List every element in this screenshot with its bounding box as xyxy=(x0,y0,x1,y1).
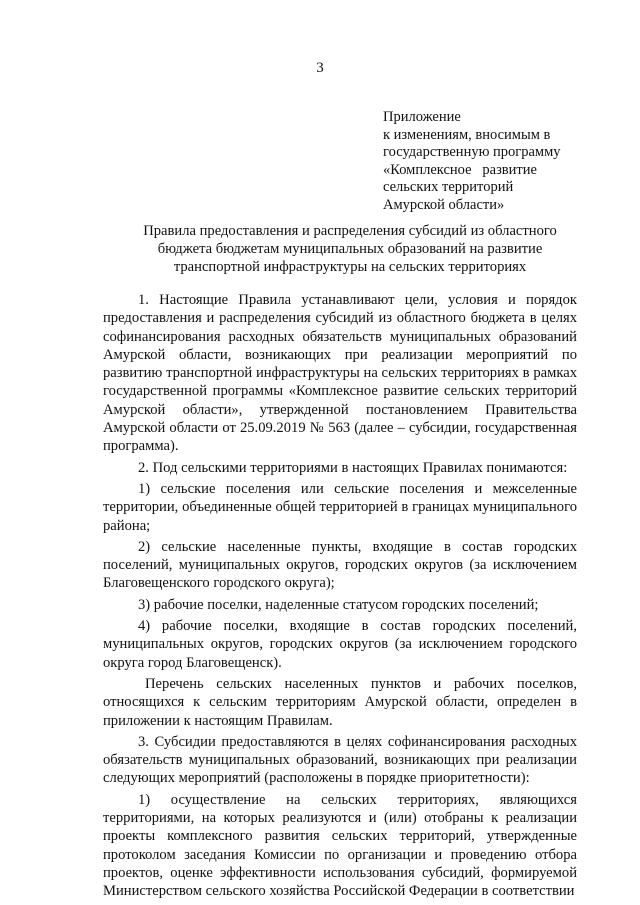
paragraph-2-item-3: 3) рабочие поселки, наделенные статусом городских поселений; xyxy=(138,596,539,613)
paragraph-3: 3. Субсидии предоставляются в целях софинансирования расходных обязательств муниципальных образований, возникающих при реализации следующих мероприятий (расположены в порядке приоритетности): xyxy=(103,733,577,787)
appendix-line: Приложение xyxy=(383,109,461,125)
document-body xyxy=(103,291,577,904)
appendix-line: к изменениям, вносимым в xyxy=(383,126,551,143)
appendix-line: государственную программу xyxy=(383,144,561,161)
paragraph-1: 1. Настоящие Правила устанавливают цели, условия и порядок предоставления и распределения субсидий из областного бюджета в целях софинансирования расходных обязательств муниципальных образований Амурской области, возникающих при реализации мероприятий по развитию транспортной инфраструктуры на сельских территориях в рамках государственной программы «Комплексное развитие сельских территорий Амурской области», утвержденной постановлением Правительства Амурской области от 25.09.2019 № 563 (далее – субсидии, государственная программа). xyxy=(103,292,577,455)
paragraph-3-item-1: 1) осуществление на сельских территориях, являющихся территориями, на которых реализуются и (или) отобраны к реализации проекты комплексного развития сельских территорий, утвержденные протоколом заседания Комиссии по организации и проведению отбора проектов, оценке эффективности использования субсидий, формируемой Министерством сельского хозяйства Российской Федерации в соответствии xyxy=(103,791,577,900)
paragraph-2-note: Перечень сельских населенных пунктов и рабочих поселков, относящихся к сельским территориям Амурской области, определен в приложении к настоящим Правилам. xyxy=(103,675,577,729)
document-title xyxy=(100,222,600,276)
appendix-line: «Комплексное развитие xyxy=(383,161,537,178)
paragraph-2-item-2: 2) сельские населенные пункты, входящие в состав городских поселений, муниципальных округов, городских округов (за исключением Благовещенского городского округа); xyxy=(103,538,577,592)
title-line: Правила предоставления и распределения субсидий из областного xyxy=(143,223,557,239)
appendix-line: сельских территорий xyxy=(383,179,514,196)
appendix-line: Амурской области» xyxy=(383,196,505,213)
title-line: транспортной инфраструктуры на сельских территориях xyxy=(173,259,527,275)
title-line: бюджета бюджетам муниципальных образований на развитие xyxy=(157,241,543,257)
paragraph-2: 2. Под сельскими территориями в настоящих Правилах понимаются: xyxy=(138,459,568,476)
appendix-heading xyxy=(383,109,623,215)
paragraph-2-item-4: 4) рабочие поселки, входящие в состав городских поселений, муниципальных округов, городских округов (за исключением городского округа город Благовещенск). xyxy=(103,618,577,671)
paragraph-2-item-1: 1) сельские поселения или сельские поселения и межселенные территории, объединенные общей территорией в границах муниципального района; xyxy=(103,480,577,534)
page-number: 3 xyxy=(316,60,324,76)
